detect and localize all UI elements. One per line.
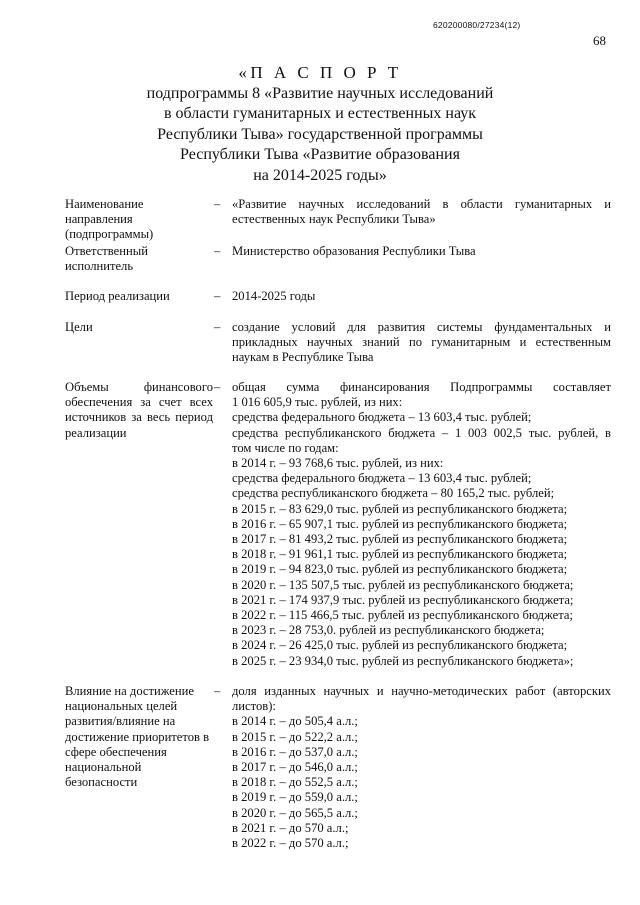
title-line-6: на 2014-2025 годы» [253,166,387,184]
row-dash: – [214,197,221,211]
row-dash: – [214,380,221,394]
finance-line: в 2022 г. – 115 466,5 тыс. рублей из республиканского бюджета; [232,608,573,623]
finance-line: средства федерального бюджета – 13 603,4 тыс. рублей; [232,471,532,486]
row-value [232,684,611,851]
finance-line: общая сумма финансирования Подпрограммы составляет [232,380,611,394]
finance-line: в 2018 г. – 91 961,1 тыс. рублей из республиканского бюджета; [232,547,568,562]
row-value: 2014-2025 годы [232,289,316,303]
impact-line: в 2022 г. – до 570 а.л.; [232,836,349,851]
finance-line: в 2015 г. – 83 629,0 тыс. рублей из республиканского бюджета; [232,501,568,516]
impact-line: листов): [232,699,276,714]
row-dash: – [214,289,221,303]
row-label: Цели [65,320,93,334]
impact-line: в 2017 г. – до 546,0 а.л.; [232,760,358,775]
title-line-1: «П А С П О Р Т [238,63,402,82]
finance-line: в 2017 г. – 81 493,2 тыс. рублей из республиканского бюджета; [232,532,568,547]
finance-line: в 2025 г. – 23 934,0 тыс. рублей из республиканского бюджета»; [232,653,574,668]
finance-line: в 2014 г. – 93 768,6 тыс. рублей, из них: [232,456,444,471]
impact-line: в 2014 г. – до 505,4 а.л.; [232,714,358,729]
row-label: Влияние на достижение национальных целей развития/влияние на достижение приоритетов в сфере обеспечения национальной безопасности [65,684,210,790]
row-dash: – [214,320,221,334]
impact-line: в 2018 г. – до 552,5 а.л.; [232,775,358,790]
impact-line: в 2016 г. – до 537,0 а.л.; [232,744,358,759]
finance-line: в 2016 г. – 65 907,1 тыс. рублей из республиканского бюджета; [232,516,568,531]
impact-line: в 2019 г. – до 559,0 а.л.; [232,790,358,805]
row-value: Министерство образования Республики Тыва [232,244,476,258]
finance-line: том числе по годам: [232,440,339,455]
row-value: создание условий для развития системы фундаментальных и прикладных научных знаний по гуманитарным и естественным наукам в Республике Тыва [232,320,611,365]
finance-line: в 2020 г. – 135 507,5 тыс. рублей из республиканского бюджета; [232,577,574,592]
row-dash: – [214,244,221,258]
row-label: Период реализации [65,289,170,303]
impact-line: в 2015 г. – до 522,2 а.л.; [232,729,358,744]
finance-line: в 2019 г. – 94 823,0 тыс. рублей из республиканского бюджета; [232,562,568,577]
title-line-4: Республики Тыва» государственной программы [157,125,483,143]
finance-line: средства республиканского бюджета – 80 165,2 тыс. рублей; [232,486,555,501]
row-value [232,380,611,669]
finance-line: в 2023 г. – 28 753,0. рублей из республиканского бюджета; [232,623,545,638]
finance-line: средства республиканского бюджета – 1 003 002,5 тыс. рублей, в [232,425,611,440]
row-label: Наименование направления (подпрограммы) [65,197,154,242]
row-dash: – [214,684,221,698]
title-line-2: подпрограммы 8 «Развитие научных исследований [146,84,494,102]
title-line-5: Республики Тыва «Развитие образования [180,146,460,163]
page-number: 68 [593,33,606,48]
finance-line: в 2021 г. – 174 937,9 тыс. рублей из республиканского бюджета; [232,592,574,607]
finance-line: 1 016 605,9 тыс. рублей, из них: [232,395,403,410]
impact-line: доля изданных научных и научно-методических работ (авторских [232,684,611,698]
impact-line: в 2021 г. – до 570 а.л.; [232,820,349,835]
page-title [60,63,580,186]
finance-line: средства федерального бюджета – 13 603,4 тыс. рублей; [232,410,532,425]
title-line-3: в области гуманитарных и естественных наук [163,105,477,122]
document-stamp: 620200080/27234(12) [433,20,521,30]
row-label: Объемы финансового обеспечения за счет всех источников за весь период реализации [65,380,213,440]
row-label: Ответственный исполнитель [65,244,148,274]
row-value: «Развитие научных исследований в области гуманитарных и естественных наук Республики Тыва» [232,197,611,227]
finance-line: в 2024 г. – 26 425,0 тыс. рублей из республиканского бюджета; [232,638,568,653]
impact-line: в 2020 г. – до 565,5 а.л.; [232,805,358,820]
